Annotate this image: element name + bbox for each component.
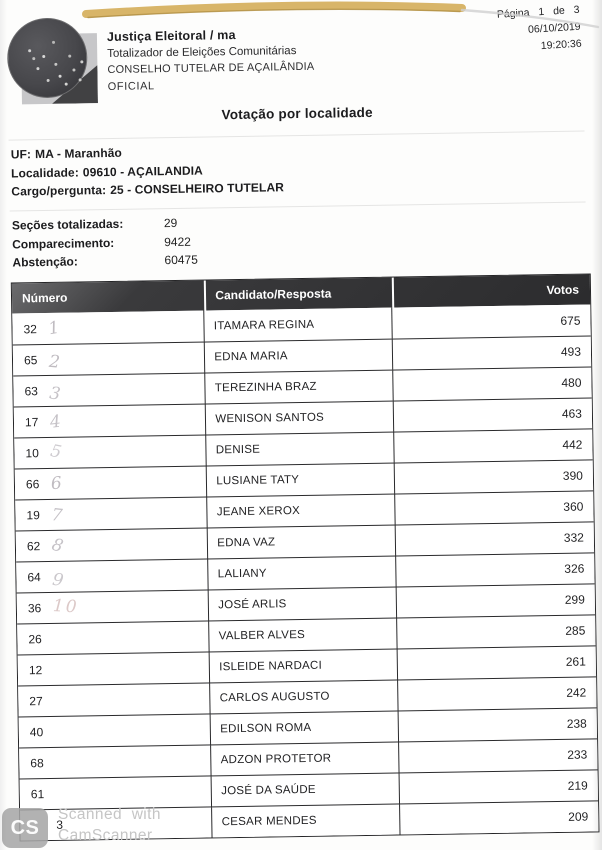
candidate-number: 62 [26, 539, 41, 554]
candidate-number-cell [19, 745, 212, 778]
candidate-name: LALIANY [209, 557, 397, 590]
vote-count: 493 [560, 344, 582, 359]
vote-count: 480 [561, 375, 582, 390]
candidate-number-cell [15, 497, 208, 530]
candidate-number: 40 [29, 725, 44, 740]
candidate-number: 10 [25, 446, 39, 461]
candidate-number: 61 [30, 787, 45, 802]
org-name: Justiça Eleitoral / ma [106, 27, 236, 45]
candidate-number-cell [14, 435, 207, 468]
candidate-name: EDNA MARIA [205, 340, 393, 373]
handwritten-rank-annotation: 8 [49, 534, 66, 557]
candidate-number-cell [17, 590, 210, 623]
candidate-number: 19 [26, 508, 40, 523]
totals-summary [12, 214, 198, 272]
cargo-line [11, 178, 284, 201]
results-table [11, 273, 600, 841]
candidate-number: 63 [24, 384, 38, 399]
candidate-number-cell [18, 652, 211, 685]
handwritten-rank-annotation: 7 [50, 505, 64, 527]
candidate-number-cell [14, 404, 207, 437]
column-header-votos: Votos [391, 274, 590, 307]
vote-count: 209 [568, 809, 589, 824]
candidate-number: 68 [30, 756, 44, 771]
watermark-line2: CamScanner [58, 827, 153, 844]
camscanner-watermark [58, 804, 161, 846]
candidate-number: 12 [28, 663, 43, 678]
candidate-number-cell [17, 621, 210, 654]
vote-count: 233 [567, 747, 588, 762]
vote-count: 332 [563, 530, 584, 545]
handwritten-rank-annotation: 5 [48, 441, 64, 463]
handwritten-rank-annotation: 10 [52, 596, 80, 618]
candidate-number-cell [16, 559, 209, 592]
report-date: 06/10/2019 [527, 20, 582, 36]
scan-edge-artifact [0, 0, 602, 40]
locality-info [11, 141, 284, 201]
abstencao-line [12, 251, 198, 272]
comparecimento-value: 9422 [164, 234, 191, 249]
handwritten-rank-annotation: 3 [48, 383, 62, 405]
handwritten-rank-annotation: 9 [50, 569, 65, 592]
handwritten-rank-annotation: 2 [48, 351, 61, 373]
localidade-label: Localidade: [10, 164, 79, 181]
vote-count: 261 [565, 654, 586, 669]
localidade-value: 09610 - AÇAILANDIA [82, 163, 204, 179]
watermark-line1: Scanned with [58, 806, 161, 823]
column-header-candidato: Candidato/Resposta [204, 278, 392, 311]
candidate-name: CARLOS AUGUSTO [210, 681, 398, 714]
candidate-name: EDILSON ROMA [211, 712, 399, 745]
divider [9, 131, 585, 141]
candidate-name: VALBER ALVES [209, 619, 397, 652]
candidate-number: 27 [29, 694, 43, 709]
candidate-number-cell [15, 466, 208, 499]
council-name: CONSELHO TUTELAR DE AÇAILÂNDIA [107, 60, 315, 77]
system-name: Totalizador de Eleições Comunitárias [107, 44, 297, 60]
candidate-number-cell [12, 311, 205, 345]
candidate-number: 32 [23, 321, 37, 336]
candidate-number-cell [13, 343, 206, 376]
cargo-label: Cargo/pergunta: [11, 183, 107, 199]
candidate-name: LUSIANE TATY [207, 464, 395, 497]
candidate-name: ADZON PROTETOR [211, 743, 399, 776]
vote-count: 463 [561, 406, 583, 421]
vote-count: 299 [564, 592, 585, 607]
candidate-name: JOSÉ ARLIS [209, 588, 397, 621]
comparecimento-label: Comparecimento: [12, 235, 115, 252]
candidate-name: ISLEIDE NARDACI [210, 650, 398, 683]
document-type-label: OFICIAL [107, 79, 155, 93]
candidate-name: CESAR MENDES [212, 805, 400, 838]
candidate-name: JEANE XEROX [208, 495, 396, 528]
candidate-name: WENISON SANTOS [206, 402, 394, 435]
vote-count: 285 [565, 623, 586, 638]
results-table-body [12, 304, 598, 840]
candidate-number: 17 [24, 415, 39, 430]
candidate-number: 66 [25, 477, 40, 492]
candidate-number-cell [16, 528, 209, 561]
candidate-name: EDNA VAZ [208, 526, 396, 559]
vote-count: 442 [562, 437, 583, 452]
report-title: Votação por localidade [221, 104, 373, 123]
uf-label: UF: [10, 147, 32, 162]
divider [10, 202, 586, 212]
camscanner-logo-letters: CS [10, 816, 40, 839]
vote-count: 219 [567, 778, 588, 793]
candidate-number: 64 [27, 570, 41, 585]
candidate-number: 3 [56, 817, 64, 832]
candidate-number: 26 [28, 632, 42, 647]
candidate-name: JOSÉ DA SAÚDE [212, 774, 400, 807]
cargo-value: 25 - CONSELHEIRO TUTELAR [110, 180, 285, 197]
abstencao-value: 60475 [164, 252, 198, 268]
vote-count: 238 [566, 716, 587, 731]
vote-count: 326 [564, 561, 585, 576]
handwritten-rank-annotation: 1 [46, 317, 61, 339]
vote-count: 242 [566, 685, 587, 700]
secoes-label: Seções totalizadas: [11, 216, 124, 233]
page-number: Página 1 de 3 [496, 3, 581, 21]
candidate-number: 36 [27, 601, 42, 616]
camscanner-logo-icon [2, 808, 48, 848]
seal-speckles [28, 49, 31, 52]
vote-count: 675 [560, 313, 581, 328]
candidate-number: 65 [23, 353, 38, 368]
candidate-number-cell [18, 683, 211, 716]
candidate-name: ITAMARA REGINA [205, 308, 393, 342]
secoes-line [12, 214, 198, 235]
candidate-number-cell [19, 714, 212, 747]
vote-count: 360 [563, 499, 584, 514]
abstencao-label: Abstenção: [12, 254, 78, 270]
handwritten-rank-annotation: 4 [48, 411, 62, 433]
report-time: 19:20:36 [540, 37, 583, 53]
candidate-number-cell [13, 374, 206, 407]
candidate-name: TEREZINHA BRAZ [206, 371, 394, 404]
column-header-numero: Número [21, 290, 68, 306]
vote-count: 390 [562, 468, 584, 483]
uf-value: MA - Maranhão [34, 145, 123, 162]
secoes-value: 29 [163, 215, 178, 231]
candidate-name: DENISE [207, 433, 395, 466]
handwritten-rank-annotation: 6 [50, 473, 63, 495]
